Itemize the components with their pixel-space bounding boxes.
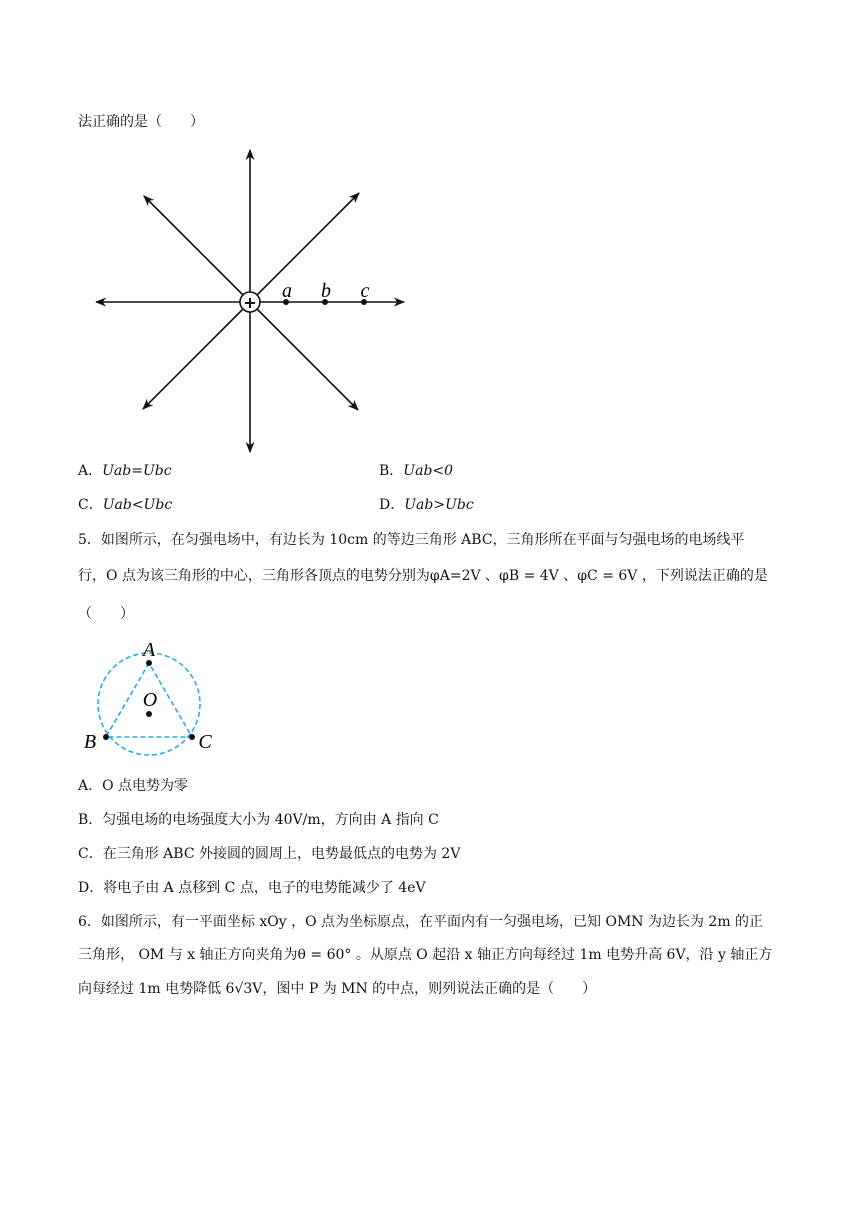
label-vertex-c: C <box>198 731 212 753</box>
q5-option-c[interactable]: C．在三角形 ABC 外接圆的圆周上，电势最低点的电势为 2V <box>78 846 461 862</box>
charge-plus-sign: + <box>243 293 257 312</box>
q5-option-b[interactable]: B．匀强电场的电场强度大小为 40V/m，方向由 A 指向 C <box>78 812 439 828</box>
q5-stem-line2: 行，O 点为该三角形的中心，三角形各顶点的电势分别为φA=2V 、φB = 4V 、φC = 6V ，下列说法正确的是 <box>78 568 768 584</box>
q5-option-a[interactable]: A．O 点电势为零 <box>78 778 189 794</box>
label-b: b <box>321 280 331 302</box>
q4-option-a-text: Uab=Ubc <box>102 463 172 479</box>
q4-option-a-letter: A． <box>78 463 103 479</box>
q5-stem-line1: 5．如图所示，在匀强电场中，有边长为 10cm 的等边三角形 ABC，三角形所在平面与匀强电场的电场线平 <box>78 532 745 548</box>
q6-stem-line2: 三角形， OM 与 x 轴正方向夹角为θ = 60° 。从原点 O 起沿 x 轴正方向每经过 1m 电势升高 6V，沿 y 轴正方 <box>78 947 773 963</box>
q5-stem-line3: （ ） <box>78 606 134 622</box>
q4-option-b-text: Uab<0 <box>403 463 454 479</box>
q4-option-c-letter: C． <box>78 497 103 513</box>
vertex-b <box>103 734 109 740</box>
q6-stem-line3: 向每经过 1m 电势降低 6√3V，图中 P 为 MN 的中点，则列说法正确的是（ ） <box>78 981 597 997</box>
center-o <box>146 711 152 717</box>
q5-option-d[interactable]: D．将电子由 A 点移到 C 点，电子的电势能减少了 4eV <box>78 880 426 896</box>
q4-option-c-text: Uab<Ubc <box>102 497 173 513</box>
q6-stem-line1: 6．如图所示，有一平面坐标 xOy ，O 点为坐标原点，在平面内有一匀强电场，已知 OMN 为边长为 2m 的正 <box>78 914 764 930</box>
label-vertex-b: B <box>83 731 97 753</box>
q4-option-b-letter: B． <box>379 463 404 479</box>
label-a: a <box>282 280 292 302</box>
label-center-o: O <box>142 689 158 711</box>
q4-stem-tail: 法正确的是（ ） <box>78 114 204 130</box>
label-vertex-a: A <box>142 639 156 661</box>
q4-option-d-letter: D． <box>379 497 405 513</box>
q4-option-d-text: Uab>Ubc <box>404 497 474 513</box>
vertex-c <box>189 734 195 740</box>
label-c: c <box>360 280 370 302</box>
